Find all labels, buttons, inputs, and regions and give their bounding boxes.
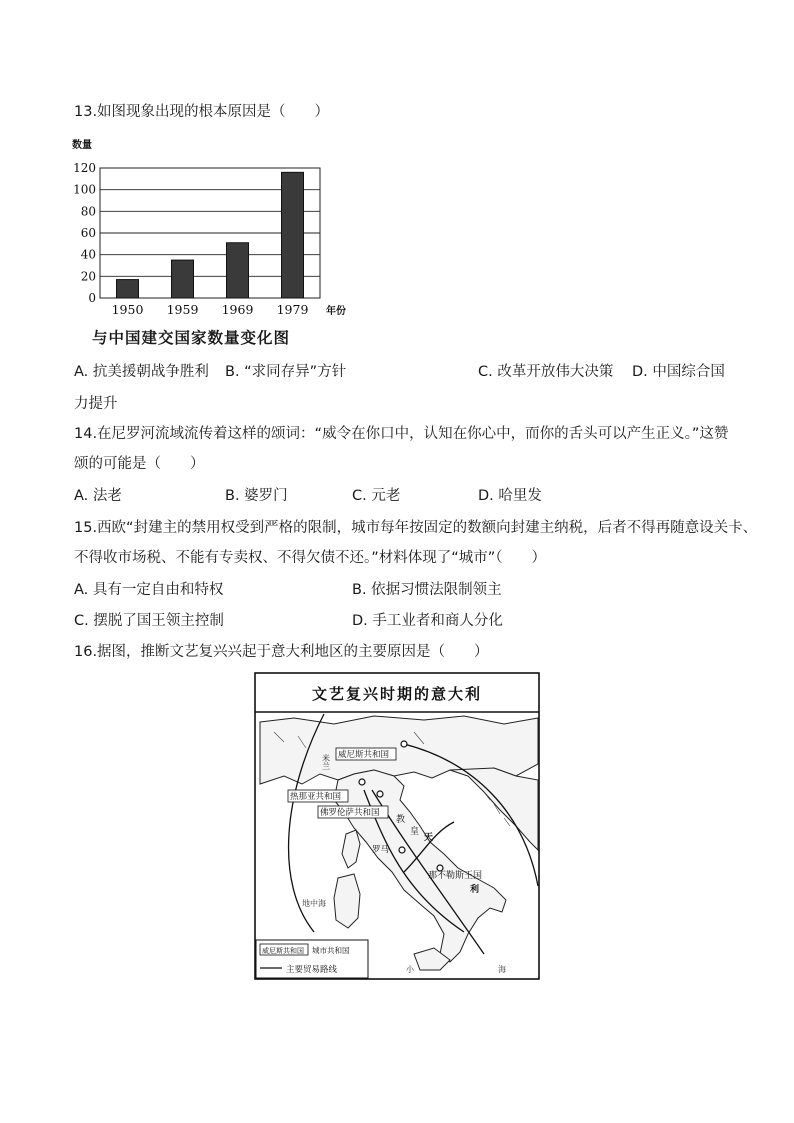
question-14-option-d[interactable]: D. 哈里发 <box>478 488 542 504</box>
chart-caption: 与中国建交国家数量变化图 <box>92 328 291 347</box>
label-milan: 米兰 <box>321 754 331 770</box>
venice-marker <box>401 741 407 747</box>
bar-chart-svg <box>70 136 360 326</box>
legend-state-sample: 威尼斯共和国 <box>262 947 304 955</box>
chart-y-tick-label: 120 <box>73 161 96 175</box>
chart-x-label: 年份 <box>326 306 346 317</box>
chart-bar <box>227 243 249 298</box>
map-title: 文艺复兴时期的意大利 <box>311 685 483 703</box>
question-15-stem-line2: 不得收市场税、不能有专卖权、不得欠债不还。”材料体现了“城市”（ ） <box>74 550 547 566</box>
map-svg <box>254 672 540 980</box>
genoa-marker <box>359 779 365 785</box>
question-14-stem-line2: 颂的可能是（ ） <box>74 456 205 472</box>
label-sea: 地中海 <box>302 899 326 908</box>
label-papal-2: 皇 <box>410 827 420 837</box>
chart-bar <box>117 280 139 298</box>
chart-x-tick-label: 1950 <box>111 302 144 317</box>
label-papal-3: 天 <box>424 833 434 843</box>
question-15-option-a[interactable]: A. 具有一定自由和特权 <box>74 582 224 598</box>
legend-route-label: 主要贸易路线 <box>286 965 338 975</box>
rome-marker <box>399 847 405 853</box>
label-sea-3: 海 <box>498 965 506 974</box>
question-13-option-c[interactable]: C. 改革开放伟大决策 <box>478 364 614 380</box>
florence-marker <box>377 791 383 797</box>
question-14-option-b[interactable]: B. 婆罗门 <box>225 488 288 504</box>
bar-chart <box>70 136 360 352</box>
chart-y-tick-label: 60 <box>80 226 96 240</box>
question-15-option-d[interactable]: D. 手工业者和商人分化 <box>352 613 503 629</box>
question-13-option-b[interactable]: B. “求同存异”方针 <box>225 364 347 380</box>
label-florence: 佛罗伦萨共和国 <box>320 808 380 818</box>
chart-y-tick-label: 20 <box>80 269 96 284</box>
question-14-stem-line1: 14.在尼罗河流域流传着这样的颂词：“威令在你口中，认知在你心中，而你的舌头可以产生正义。”这赞 <box>74 426 729 442</box>
label-naples: 那不勒斯王国 <box>428 871 483 881</box>
label-sea-2: 小 <box>406 965 414 974</box>
label-papal-1: 教 <box>396 815 406 825</box>
legend-state-desc: 城市共和国 <box>312 946 350 955</box>
label-venice: 威尼斯共和国 <box>338 750 390 760</box>
chart-y-tick-label: 0 <box>88 291 96 305</box>
chart-y-tick-label: 100 <box>73 182 96 197</box>
chart-y-label: 数量 <box>72 140 92 151</box>
chart-x-tick-label: 1969 <box>221 302 254 317</box>
question-13-stem: 13.如图现象出现的根本原因是（ ） <box>74 104 330 120</box>
question-13-option-d[interactable]: D. 中国综合国 <box>632 364 725 380</box>
question-15-option-b[interactable]: B. 依据习惯法限制领主 <box>352 582 502 598</box>
question-16-stem: 16.据图，推断文艺复兴兴起于意大利地区的主要原因是（ ） <box>74 644 489 660</box>
sardinia <box>334 874 360 928</box>
label-rome: 罗马 <box>372 845 390 855</box>
label-genoa: 热那亚共和国 <box>290 792 342 802</box>
chart-x-tick-label: 1959 <box>166 302 199 317</box>
label-naples-2: 利 <box>470 885 480 895</box>
map-legend <box>256 940 368 978</box>
chart-bar <box>172 260 194 298</box>
chart-y-tick-label: 80 <box>80 204 96 219</box>
question-13-option-d-continued: 力提升 <box>74 396 118 412</box>
question-15-stem-line1: 15.西欧“封建主的禁用权受到严格的限制，城市每年按固定的数额向封建主纳税，后者不得再随意设关卡、 <box>74 520 758 536</box>
question-14-option-c[interactable]: C. 元老 <box>352 488 401 504</box>
chart-x-tick-label: 1979 <box>276 302 309 317</box>
question-13-option-a[interactable]: A. 抗美援朝战争胜利 <box>74 364 209 380</box>
question-14-option-a[interactable]: A. 法老 <box>74 488 122 504</box>
chart-y-tick-label: 40 <box>80 247 96 262</box>
renaissance-italy-map <box>254 672 540 980</box>
question-15-option-c[interactable]: C. 摆脱了国王领主控制 <box>74 613 224 629</box>
chart-bar <box>282 172 304 298</box>
